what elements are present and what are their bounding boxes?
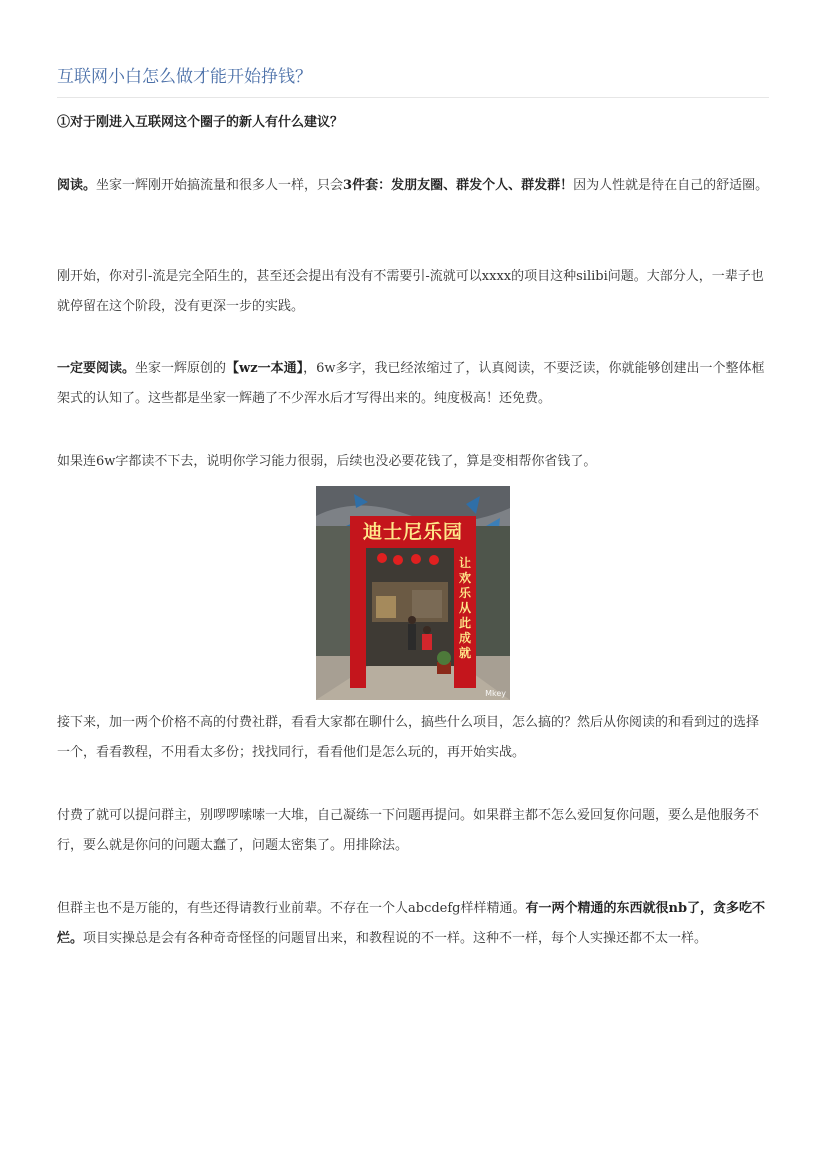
paragraph-text: 但群主也不是万能的，有些还得请教行业前辈。不存在一个人abcdefg样样精通。 [57, 901, 526, 916]
storefront-couplet-text: 让欢乐从此成就 [458, 556, 471, 660]
emphasis-must-read: 一定要阅读。 [57, 361, 136, 376]
title-divider [57, 97, 769, 98]
photo-watermark: Mkey [485, 689, 506, 698]
paragraph-paid-community: 接下来，加一两个价格不高的付费社群，看看大家都在聊什么，搞些什么项目，怎么搞的？然后从你阅读的和看到过的选择一个，看看教程，不用看太多份；找找同行，看看他们是怎么玩的，再开始实战。 [57, 715, 760, 760]
paragraph-reading-ability: 如果连6w字都读不下去，说明你学习能力很弱，后续也没必要花钱了，算是变相帮你省钱了。 [57, 454, 597, 469]
emphasis-three-tactics: 3件套：发朋友圈、群发个人、群发群！ [343, 178, 574, 193]
section-subheading: ①对于刚进入互联网这个圈子的新人有什么建议？ [57, 115, 344, 130]
paragraph-text: 坐家一辉刚开始搞流量和很多人一样，只会 [96, 178, 344, 193]
paragraph-reading [57, 171, 769, 201]
paragraph-must-read [57, 354, 769, 414]
paragraph-ask-owner: 付费了就可以提问群主，别啰啰嗦嗦一大堆，自己凝练一下问题再提问。如果群主都不怎么爱回复你问题，要么是他服务不行，要么就是你问的问题太蠢了，问题太密集了。用排除法。 [57, 808, 760, 853]
emphasis-master-one-or-two: 有一两个精通的东西就很nb了，贪多吃不烂。 [57, 901, 766, 946]
paragraph-text: ，6w多字，我已经浓缩过了，认真阅读，不要泛读，你就能够创建出一个整体框架式的认知了。这些都是坐家一辉趟了不少浑水后才写得出来的。纯度极高！还免费。 [57, 361, 765, 406]
paragraph-text: 项目实操总是会有各种奇奇怪怪的问题冒出来，和教程说的不一样。这种不一样，每个人实操还都不太一样。 [83, 931, 708, 946]
article-title: 互联网小白怎么做才能开始挣钱？ [57, 67, 312, 87]
paragraph-not-almighty [57, 894, 769, 954]
paragraph-beginner: 刚开始，你对引-流是完全陌生的，甚至还会提出有没有不需要引-流就可以xxxx的项目这种silibi问题。大部分人，一辈子也就停留在这个阶段，没有更深一步的实践。 [57, 269, 764, 314]
paragraph-text: 坐家一辉原创的 [135, 361, 227, 376]
emphasis-book-title: 【wz一本通】 [226, 361, 304, 376]
storefront-photo [316, 486, 510, 700]
paragraph-text: 因为人性就是待在自己的舒适圈。 [573, 178, 769, 193]
emphasis-reading: 阅读。 [57, 178, 97, 193]
storefront-sign-text: 迪士尼乐园 [362, 521, 463, 543]
